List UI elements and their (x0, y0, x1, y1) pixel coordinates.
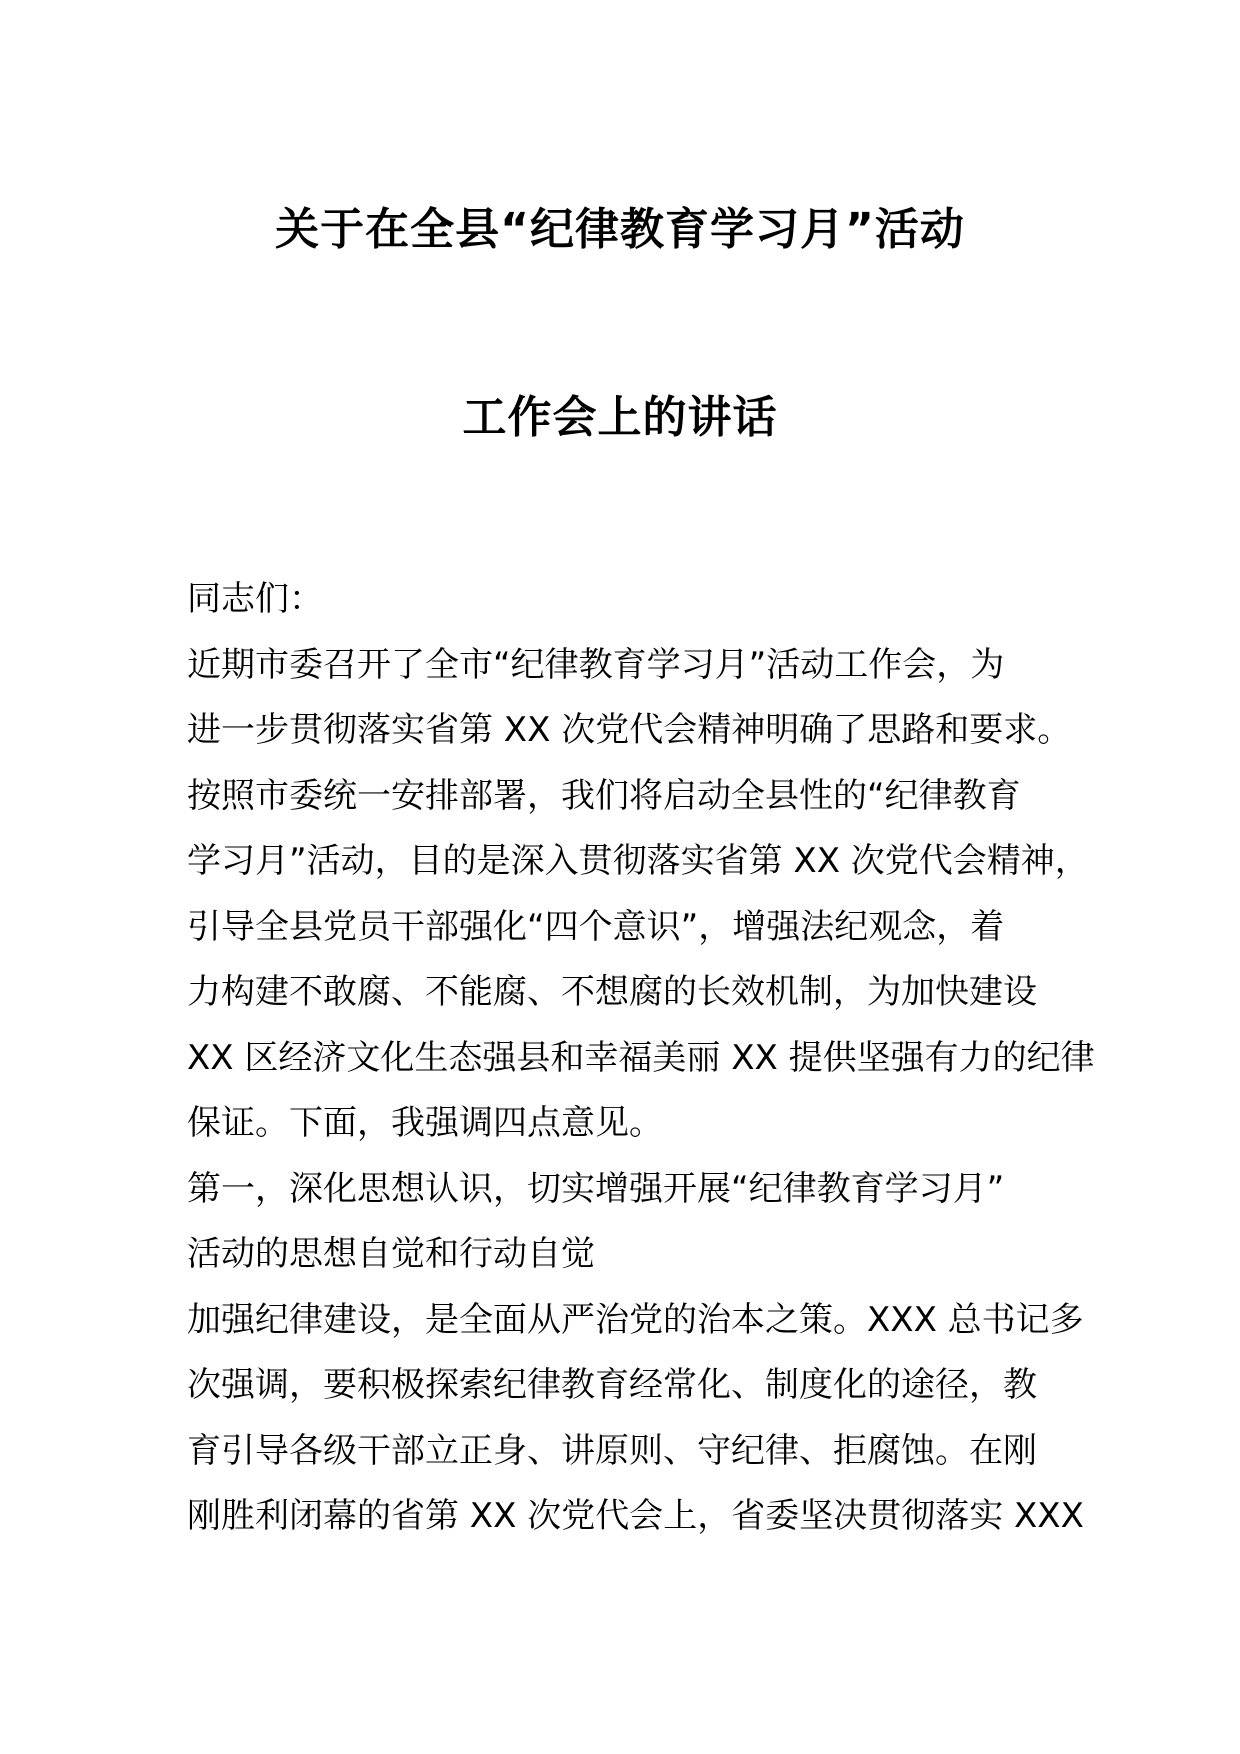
body-line: 加强纪律建设，是全面从严治党的治本之策。XXX 总书记多 (187, 1299, 1084, 1340)
body-line: 刚胜利闭幕的省第 XX 次党代会上，省委坚决贯彻落实 XXX (187, 1496, 1084, 1536)
body-line: 第一，深化思想认识，切实增强开展“纪律教育学习月” (187, 1168, 1005, 1209)
body-line: 引导全县党员干部强化“四个意识”，增强法纪观念，着 (187, 906, 1005, 947)
body-line: 保证。下面，我强调四点意见。 (187, 1103, 663, 1143)
document-body (187, 567, 1095, 1550)
body-line: 次强调，要积极探索纪律教育经常化、制度化的途径，教 (187, 1365, 1037, 1405)
document-title-line-2: 工作会上的讲话 (462, 392, 778, 443)
body-line: 活动的思想自觉和行动自觉 (187, 1234, 595, 1274)
document-title-line-1: 关于在全县“纪律教育学习月”活动 (275, 204, 965, 255)
body-line: XX 区经济文化生态强县和幸福美丽 XX 提供坚强有力的纪律 (187, 1037, 1095, 1078)
body-line: 近期市委召开了全市“纪律教育学习月”活动工作会，为 (187, 644, 1005, 685)
body-line: 育引导各级干部立正身、讲原则、守纪律、拒腐蚀。在刚 (187, 1430, 1037, 1471)
body-line: 同志们： (187, 579, 323, 619)
body-line: 按照市委统一安排部署，我们将启动全县性的“纪律教育 (187, 775, 1021, 816)
body-line: 力构建不敢腐、不能腐、不想腐的长效机制，为加快建设 (187, 972, 1037, 1012)
body-line: 进一步贯彻落实省第 XX 次党代会精神明确了思路和要求。 (187, 710, 1072, 750)
body-line: 学习月”活动，目的是深入贯彻落实省第 XX 次党代会精神， (187, 841, 1089, 881)
